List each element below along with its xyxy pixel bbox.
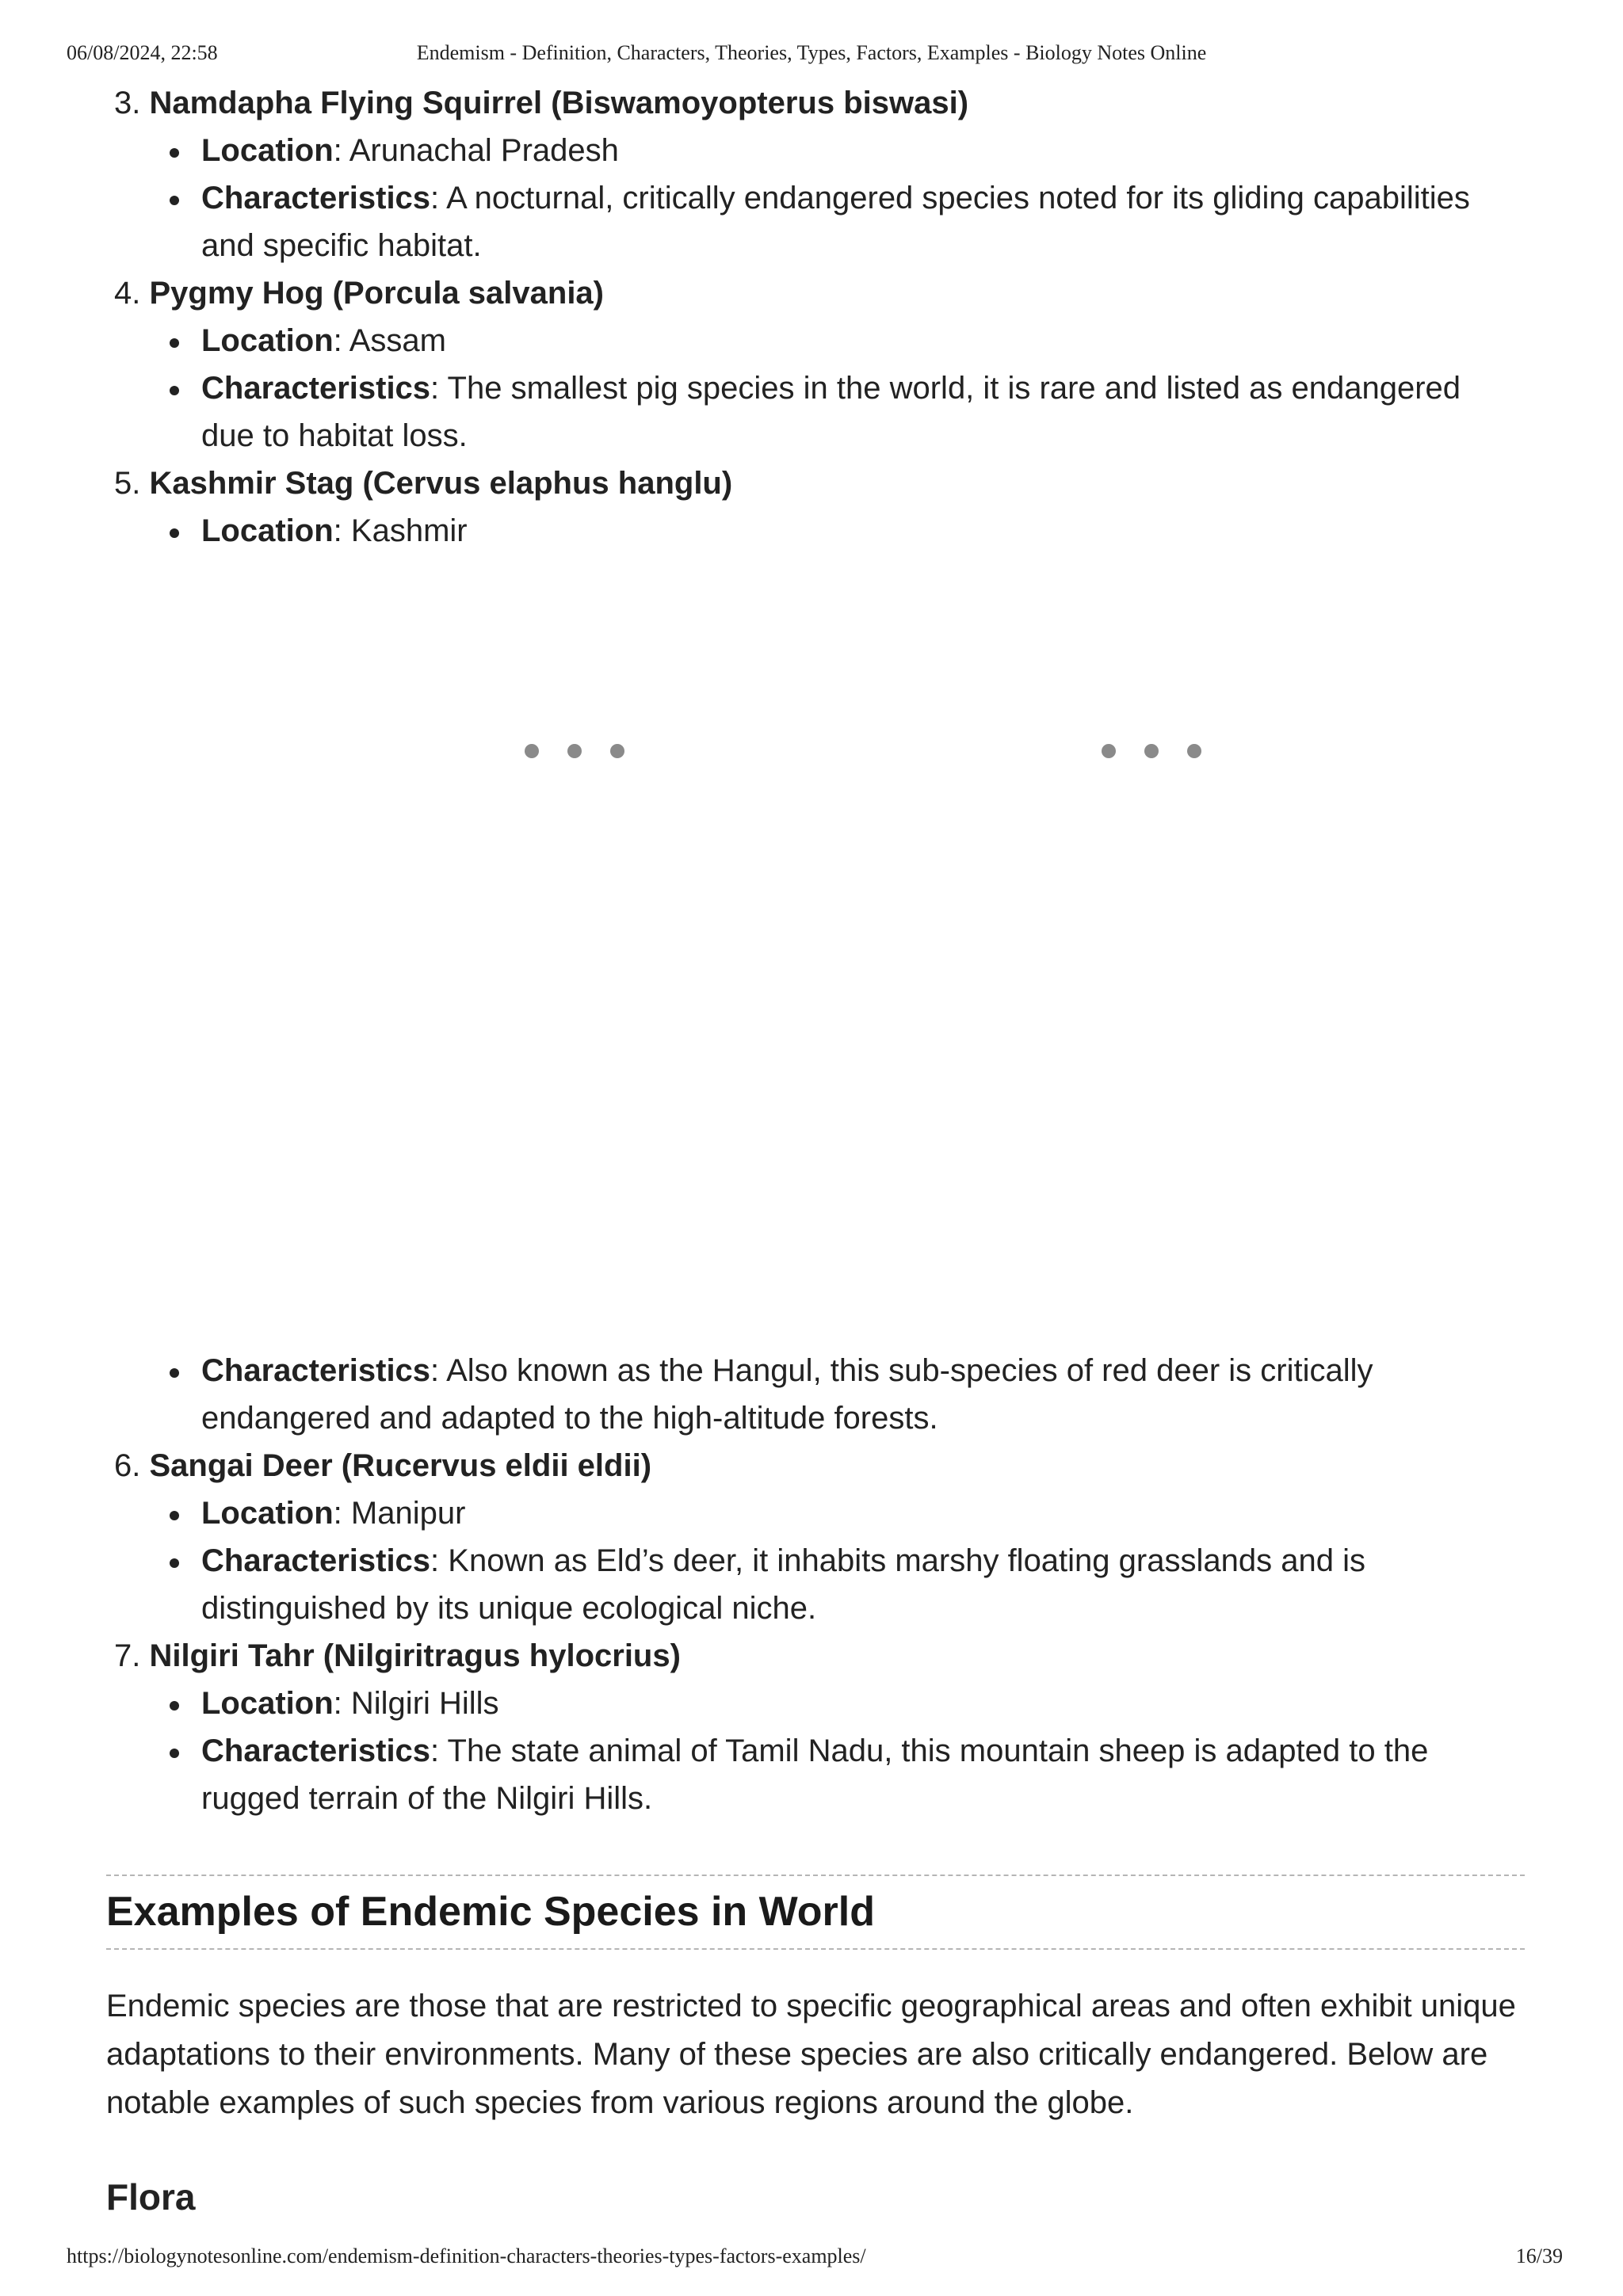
loading-dots-right-icon	[1102, 744, 1201, 758]
section-intro-paragraph: Endemic species are those that are restricted to specific geographical areas and often exhibit unique adaptations to their environments. Many of these species are also critically endangered. Below are notable examples of such species from various regions around the globe.	[106, 1989, 1516, 2120]
list-item	[106, 460, 1525, 555]
print-footer	[0, 2245, 1623, 2273]
characteristics-label: Characteristics	[201, 181, 431, 215]
list-item	[106, 269, 1525, 460]
species-name: Namdapha Flying Squirrel (Biswamoyopterus biswasi)	[149, 86, 969, 120]
characteristics-text: : The smallest pig species in the world, it is rare and listed as endangered	[430, 371, 1461, 406]
characteristics-label: Characteristics	[201, 371, 431, 406]
characteristics-text-cont: due to habitat loss.	[201, 418, 468, 453]
characteristics-bullet	[106, 174, 1525, 269]
location-value: : Nilgiri Hills	[333, 1686, 499, 1721]
location-label: Location	[201, 1686, 334, 1721]
characteristics-bullet	[106, 364, 1525, 460]
print-header	[0, 41, 1623, 70]
location-value: : Arunachal Pradesh	[333, 133, 619, 168]
species-name: Sangai Deer (Rucervus eldii eldii)	[149, 1448, 652, 1483]
characteristics-text-cont: rugged terrain of the Nilgiri Hills.	[201, 1781, 653, 1816]
characteristics-bullet	[106, 1537, 1525, 1632]
characteristics-text: : Also known as the Hangul, this sub-species of red deer is critically	[430, 1353, 1373, 1388]
characteristics-text-cont: distinguished by its unique ecological niche.	[201, 1591, 817, 1626]
print-datetime: 06/08/2024, 22:58	[67, 41, 218, 64]
section-divider-bottom	[106, 1948, 1525, 1950]
article-content	[106, 79, 1525, 1822]
print-page-title: Endemism - Definition, Characters, Theories, Types, Factors, Examples - Biology Notes Online	[416, 41, 1207, 64]
location-label: Location	[201, 323, 334, 358]
characteristics-label: Characteristics	[201, 1543, 431, 1578]
characteristics-text-cont: endangered and adapted to the high-altitude forests.	[201, 1401, 938, 1436]
list-item	[106, 1632, 1525, 1822]
list-item-number: 7.	[114, 1638, 141, 1673]
characteristics-bullet	[106, 1727, 1525, 1822]
species-name: Pygmy Hog (Porcula salvania)	[149, 276, 604, 311]
list-item-number: 4.	[114, 276, 141, 311]
flora-subheading: Flora	[106, 2176, 196, 2218]
location-bullet	[106, 127, 1525, 174]
species-name: Nilgiri Tahr (Nilgiritragus hylocrius)	[149, 1638, 681, 1673]
location-label: Location	[201, 1496, 334, 1531]
location-bullet	[106, 317, 1525, 364]
list-item	[106, 79, 1525, 269]
location-bullet	[106, 1680, 1525, 1727]
location-bullet	[106, 1489, 1525, 1537]
section-heading: Examples of Endemic Species in World	[106, 1889, 875, 1935]
print-url: https://biologynotesonline.com/endemism-definition-characters-theories-types-factors-examples/	[67, 2245, 866, 2267]
list-item	[106, 1442, 1525, 1632]
page-number: 16/39	[1515, 2245, 1563, 2267]
characteristics-text: : Known as Eld’s deer, it inhabits marshy floating grasslands and is	[430, 1543, 1365, 1578]
list-item-number: 5.	[114, 466, 141, 501]
characteristics-text: : The state animal of Tamil Nadu, this mountain sheep is adapted to the	[430, 1733, 1429, 1768]
list-item-number: 3.	[114, 86, 141, 120]
characteristics-bullet	[106, 1347, 1525, 1442]
list-item-number: 6.	[114, 1448, 141, 1483]
characteristics-text-cont: and specific habitat.	[201, 228, 482, 263]
section-divider-top	[106, 1875, 1525, 1876]
location-value: : Assam	[333, 323, 446, 358]
embedded-media-placeholder[interactable]	[106, 555, 1525, 1347]
location-label: Location	[201, 513, 334, 548]
characteristics-label: Characteristics	[201, 1733, 431, 1768]
species-name: Kashmir Stag (Cervus elaphus hanglu)	[149, 466, 733, 501]
location-label: Location	[201, 133, 334, 168]
list-item-continued	[106, 1347, 1525, 1442]
location-bullet	[106, 507, 1525, 555]
location-value: : Manipur	[333, 1496, 466, 1531]
location-value: : Kashmir	[333, 513, 468, 548]
characteristics-text: : A nocturnal, critically endangered species noted for its gliding capabilities	[430, 181, 1470, 215]
characteristics-label: Characteristics	[201, 1353, 431, 1388]
loading-dots-left-icon	[525, 744, 624, 758]
